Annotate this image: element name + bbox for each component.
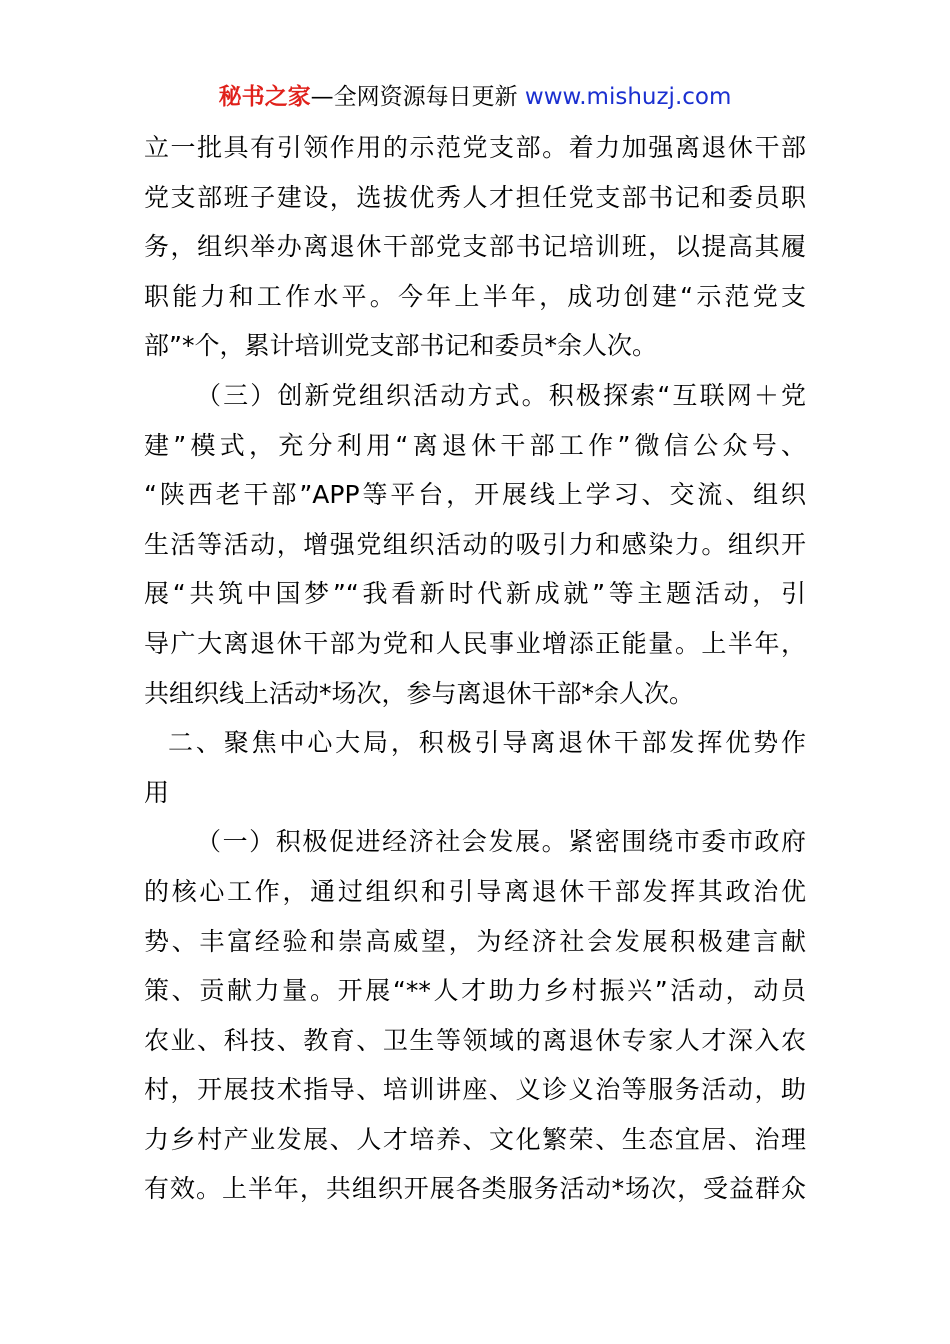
document-body — [144, 123, 806, 1214]
site-header — [0, 80, 950, 114]
heading-line: 用 — [144, 777, 170, 807]
text-line: 共组织线上活动*场次，参与离退休干部*余人次。 — [144, 678, 695, 708]
text-line: 力乡村产业发展、人才培养、文化繁荣、生态宜居、治理 — [144, 1124, 806, 1154]
site-url-link[interactable]: www.mishuzj.com — [524, 84, 732, 110]
text-line: （一）积极促进经济社会发展。紧密围绕市委市政府 — [196, 827, 806, 857]
text-line: 导广大离退休干部为党和人民事业增添正能量。上半年， — [144, 628, 806, 658]
text-line: 展“共筑中国梦”“我看新时代新成就”等主题活动，引 — [144, 579, 806, 609]
text-line: 策、贡献力量。开展“**人才助力乡村振兴”活动，动员 — [144, 976, 806, 1006]
text-line: 职能力和工作水平。今年上半年，成功创建“示范党支 — [144, 281, 806, 311]
text-line: 立一批具有引领作用的示范党支部。着力加强离退休干部 — [144, 133, 806, 162]
text-line: 党支部班子建设，选拔优秀人才担任党支部书记和委员职 — [144, 182, 806, 212]
paragraph — [144, 371, 806, 718]
brand-name: 秘书之家 — [218, 84, 311, 110]
text-line: 势、丰富经验和崇高威望，为经济社会发展积极建言献 — [144, 926, 806, 956]
text-line: （三）创新党组织活动方式。积极探索“互联网＋党 — [196, 380, 806, 410]
text-line: 村，开展技术指导、培训讲座、义诊义治等服务活动，助 — [144, 1075, 806, 1105]
heading-line: 二、聚焦中心大局，积极引导离退休干部发挥优势作 — [168, 728, 806, 758]
text-line: 农业、科技、教育、卫生等领域的离退休专家人才深入农 — [144, 1025, 806, 1055]
text-line: 部”*个，累计培训党支部书记和委员*余人次。 — [144, 331, 657, 361]
paragraph — [144, 123, 806, 371]
header-tagline: —全网资源每日更新 — [310, 84, 518, 110]
text-line: “陕西老干部”APP等平台，开展线上学习、交流、组织 — [144, 480, 806, 510]
text-line: 的核心工作，通过组织和引导离退休干部发挥其政治优 — [144, 876, 806, 906]
section-heading — [144, 718, 806, 817]
paragraph — [144, 817, 806, 1214]
text-line: 建”模式，充分利用“离退休干部工作”微信公众号、 — [144, 430, 806, 460]
text-line: 有效。上半年，共组织开展各类服务活动*场次，受益群众 — [144, 1174, 806, 1204]
text-line: 生活等活动，增强党组织活动的吸引力和感染力。组织开 — [144, 529, 806, 559]
text-line: 务，组织举办离退休干部党支部书记培训班，以提高其履 — [144, 232, 806, 262]
